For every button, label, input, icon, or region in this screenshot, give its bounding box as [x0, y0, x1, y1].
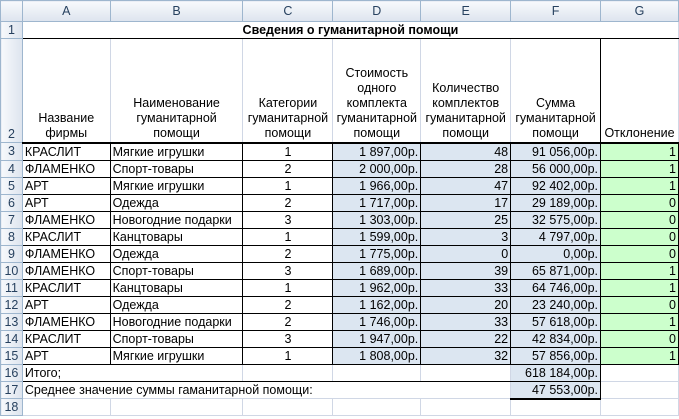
table-row [1, 262, 679, 279]
cell-firm[interactable]: КРАСЛИТ [22, 143, 110, 161]
cell-item[interactable]: Канцтовары [110, 279, 243, 296]
cell-firm[interactable]: КРАСЛИТ [22, 279, 110, 296]
row-header[interactable]: 11 [1, 279, 23, 296]
cell-firm[interactable]: КРАСЛИТ [22, 330, 110, 347]
header-item[interactable]: Наименование гуманитарной помощи [110, 39, 243, 143]
cell-item[interactable]: Мягкие игрушки [110, 177, 243, 194]
cell-sum[interactable]: 29 189,00р. [511, 194, 601, 211]
cell-deviation[interactable]: 1 [601, 177, 679, 194]
table-row [1, 228, 679, 245]
row-header[interactable]: 10 [1, 262, 23, 279]
total-value[interactable]: 618 184,00р. [511, 364, 601, 381]
cell-price[interactable]: 1 303,00р. [333, 211, 421, 228]
data-rows [1, 143, 679, 365]
cell-category[interactable]: 1 [243, 177, 333, 194]
cell-a18[interactable] [22, 399, 110, 416]
cell-item[interactable]: Спорт-товары [110, 330, 243, 347]
total-g[interactable] [601, 364, 679, 381]
cell-category[interactable]: 1 [243, 143, 333, 161]
cell-category[interactable]: 2 [243, 194, 333, 211]
cell-firm[interactable]: ФЛАМЕНКО [22, 245, 110, 262]
table-row [1, 347, 679, 364]
cell-sum[interactable]: 0,00р. [511, 245, 601, 262]
row-header[interactable]: 7 [1, 211, 23, 228]
cell-price[interactable]: 1 717,00р. [333, 194, 421, 211]
cell-quantity[interactable]: 39 [421, 262, 511, 279]
select-all-corner[interactable] [1, 1, 23, 22]
row-header[interactable]: 5 [1, 177, 23, 194]
row-header[interactable]: 15 [1, 347, 23, 364]
cell-c18[interactable] [243, 399, 333, 416]
cell-e18[interactable] [421, 399, 511, 416]
cell-quantity[interactable]: 20 [421, 296, 511, 313]
cell-category[interactable]: 3 [243, 211, 333, 228]
cell-quantity[interactable]: 17 [421, 194, 511, 211]
header-category[interactable]: Категории гуманитарной помощи [243, 39, 333, 143]
row-header-2[interactable]: 2 [1, 39, 23, 143]
cell-category[interactable]: 1 [243, 279, 333, 296]
header-quantity[interactable]: Количество комплектов гуманитарной помощи [421, 39, 511, 143]
cell-d18[interactable] [333, 399, 421, 416]
header-deviation[interactable]: Отклонение [601, 39, 679, 143]
cell-quantity[interactable]: 32 [421, 347, 511, 364]
cell-price[interactable]: 1 947,00р. [333, 330, 421, 347]
cell-item[interactable]: Одежда [110, 296, 243, 313]
cell-deviation[interactable]: 0 [601, 228, 679, 245]
total-label[interactable]: Итого; [22, 364, 243, 381]
cell-sum[interactable]: 65 871,00р. [511, 262, 601, 279]
cell-price[interactable]: 1 746,00р. [333, 313, 421, 330]
cell-firm[interactable]: АРТ [22, 296, 110, 313]
column-header-f[interactable]: F [511, 1, 601, 22]
row-header[interactable]: 13 [1, 313, 23, 330]
cell-category[interactable]: 2 [243, 160, 333, 177]
cell-firm[interactable]: ФЛАМЕНКО [22, 313, 110, 330]
cell-deviation[interactable]: 1 [601, 279, 679, 296]
cell-sum[interactable]: 64 746,00р. [511, 279, 601, 296]
cell-category[interactable]: 2 [243, 313, 333, 330]
table-row [1, 143, 679, 161]
cell-deviation[interactable]: 1 [601, 347, 679, 364]
column-header-g[interactable]: G [601, 1, 679, 22]
table-row [1, 160, 679, 177]
cell-quantity[interactable]: 22 [421, 330, 511, 347]
table-header-row [1, 39, 679, 143]
row-header-1[interactable]: 1 [1, 22, 23, 39]
column-header-b[interactable]: B [110, 1, 243, 22]
cell-price[interactable]: 1 966,00р. [333, 177, 421, 194]
cell-quantity[interactable]: 47 [421, 177, 511, 194]
total-c[interactable] [243, 364, 333, 381]
header-price[interactable]: Стоимость одного комплекта гуманитарной помощи [333, 39, 421, 143]
cell-deviation[interactable]: 0 [601, 245, 679, 262]
cell-quantity[interactable]: 0 [421, 245, 511, 262]
average-g[interactable] [601, 381, 679, 399]
cell-item[interactable]: Мягкие игрушки [110, 143, 243, 161]
cell-firm[interactable]: АРТ [22, 177, 110, 194]
cell-g18[interactable] [601, 399, 679, 416]
cell-sum[interactable]: 91 056,00р. [511, 143, 601, 161]
header-sum[interactable]: Сумма гуманитарной помощи [511, 39, 601, 143]
cell-sum[interactable]: 32 575,00р. [511, 211, 601, 228]
cell-item[interactable]: Мягкие игрушки [110, 347, 243, 364]
cell-quantity[interactable]: 3 [421, 228, 511, 245]
cell-f18[interactable] [511, 399, 601, 416]
cell-item[interactable]: Спорт-товары [110, 160, 243, 177]
header-firm[interactable]: Название фирмы [22, 39, 110, 143]
cell-deviation[interactable]: 1 [601, 160, 679, 177]
row-header[interactable]: 12 [1, 296, 23, 313]
row-header[interactable]: 3 [1, 143, 23, 161]
row-header-17[interactable]: 17 [1, 381, 23, 399]
total-e[interactable] [421, 364, 511, 381]
sheet-title[interactable]: Сведения о гуманитарной помощи [22, 22, 678, 39]
title-row [1, 22, 679, 39]
cell-deviation[interactable]: 1 [601, 262, 679, 279]
cell-deviation[interactable]: 1 [601, 313, 679, 330]
row-header[interactable]: 14 [1, 330, 23, 347]
total-row [1, 364, 679, 381]
row-header[interactable]: 8 [1, 228, 23, 245]
cell-price[interactable]: 1 689,00р. [333, 262, 421, 279]
cell-quantity[interactable]: 48 [421, 143, 511, 161]
cell-quantity[interactable]: 25 [421, 211, 511, 228]
cell-price[interactable]: 1 962,00р. [333, 279, 421, 296]
column-header-e[interactable]: E [421, 1, 511, 22]
cell-sum[interactable]: 57 618,00р. [511, 313, 601, 330]
row-header-16[interactable]: 16 [1, 364, 23, 381]
cell-price[interactable]: 1 897,00р. [333, 143, 421, 161]
cell-firm[interactable]: АРТ [22, 347, 110, 364]
column-header-a[interactable]: A [22, 1, 110, 22]
cell-firm[interactable]: ФЛАМЕНКО [22, 262, 110, 279]
cell-price[interactable]: 1 599,00р. [333, 228, 421, 245]
column-header-d[interactable]: D [333, 1, 421, 22]
cell-deviation[interactable]: 0 [601, 330, 679, 347]
cell-item[interactable]: Спорт-товары [110, 262, 243, 279]
cell-deviation[interactable]: 0 [601, 296, 679, 313]
cell-sum[interactable]: 92 402,00р. [511, 177, 601, 194]
cell-category[interactable]: 1 [243, 347, 333, 364]
cell-b18[interactable] [110, 399, 243, 416]
cell-category[interactable]: 1 [243, 228, 333, 245]
average-label[interactable]: Среднее значение суммы гаманитарной помощи: [22, 381, 510, 399]
cell-deviation[interactable]: 1 [601, 143, 679, 161]
cell-quantity[interactable]: 33 [421, 279, 511, 296]
column-header-row [1, 1, 679, 22]
cell-category[interactable]: 2 [243, 245, 333, 262]
cell-item[interactable]: Одежда [110, 194, 243, 211]
cell-item[interactable]: Новогодние подарки [110, 313, 243, 330]
cell-price[interactable]: 1 808,00р. [333, 347, 421, 364]
cell-firm[interactable]: АРТ [22, 194, 110, 211]
row-header-18[interactable]: 18 [1, 399, 23, 416]
cell-price[interactable]: 1 775,00р. [333, 245, 421, 262]
cell-firm[interactable]: ФЛАМЕНКО [22, 211, 110, 228]
cell-sum[interactable]: 56 000,00р. [511, 160, 601, 177]
empty-row [1, 399, 679, 416]
row-header[interactable]: 6 [1, 194, 23, 211]
cell-firm[interactable]: ФЛАМЕНКО [22, 160, 110, 177]
average-value[interactable]: 47 553,00р. [511, 381, 601, 399]
column-header-c[interactable]: C [243, 1, 333, 22]
cell-category[interactable]: 2 [243, 296, 333, 313]
cell-sum[interactable]: 57 856,00р. [511, 347, 601, 364]
table-row [1, 296, 679, 313]
total-d[interactable] [333, 364, 421, 381]
cell-item[interactable]: Канцтовары [110, 228, 243, 245]
cell-sum[interactable]: 42 834,00р. [511, 330, 601, 347]
cell-price[interactable]: 1 162,00р. [333, 296, 421, 313]
cell-quantity[interactable]: 28 [421, 160, 511, 177]
table-row [1, 313, 679, 330]
cell-category[interactable]: 3 [243, 330, 333, 347]
table-row [1, 211, 679, 228]
cell-price[interactable]: 2 000,00р. [333, 160, 421, 177]
cell-sum[interactable]: 4 797,00р. [511, 228, 601, 245]
row-header[interactable]: 4 [1, 160, 23, 177]
table-row [1, 279, 679, 296]
cell-item[interactable]: Новогодние подарки [110, 211, 243, 228]
table-row [1, 177, 679, 194]
cell-deviation[interactable]: 0 [601, 194, 679, 211]
cell-firm[interactable]: КРАСЛИТ [22, 228, 110, 245]
table-row [1, 245, 679, 262]
cell-sum[interactable]: 23 240,00р. [511, 296, 601, 313]
table-row [1, 194, 679, 211]
cell-deviation[interactable]: 0 [601, 211, 679, 228]
cell-category[interactable]: 3 [243, 262, 333, 279]
average-row [1, 381, 679, 399]
row-header[interactable]: 9 [1, 245, 23, 262]
table-row [1, 330, 679, 347]
cell-quantity[interactable]: 33 [421, 313, 511, 330]
cell-item[interactable]: Одежда [110, 245, 243, 262]
